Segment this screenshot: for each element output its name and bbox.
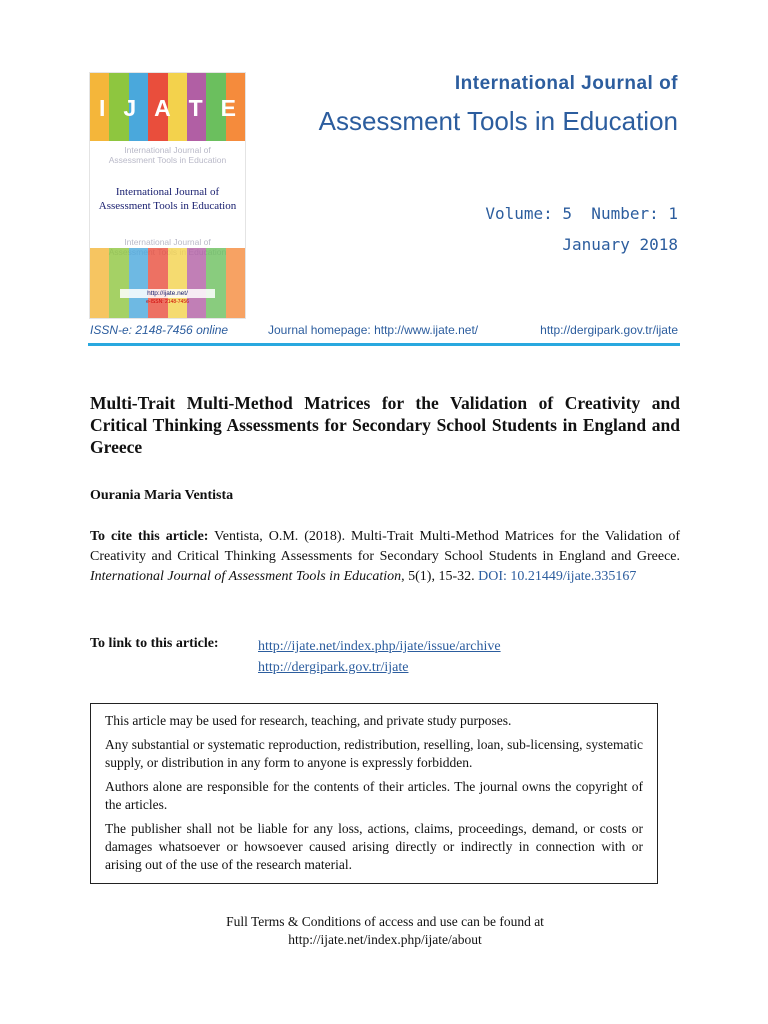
- cover-main-line: Assessment Tools in Education: [98, 200, 237, 212]
- usage-notice-box: [90, 703, 658, 884]
- cover-color-bar: [226, 248, 245, 318]
- logo-letter: J: [123, 95, 137, 121]
- article-title: Multi-Trait Multi-Method Matrices for the Validation of Creativity and Critical Thinking Assessments for Secondary School Students in England and Greece: [90, 393, 680, 457]
- cover-issn: e-ISSN: 2148-7456: [146, 299, 189, 305]
- terms-footer: [90, 913, 680, 949]
- cover-color-bar: [90, 248, 109, 318]
- logo-letter: A: [154, 95, 171, 121]
- cite-issue: , 5(1), 15-32.: [401, 569, 475, 584]
- cover-faint-line: International Journal of: [124, 145, 211, 155]
- terms-link[interactable]: http://ijate.net/index.php/ijate/about: [288, 932, 482, 947]
- dergipark-article-link[interactable]: http://dergipark.gov.tr/ijate: [258, 660, 409, 675]
- journal-cover: [90, 73, 245, 318]
- cover-color-bar: [168, 248, 187, 318]
- cover-faint-line: International Journal of: [124, 237, 211, 247]
- cover-color-bar: [206, 248, 225, 318]
- header-divider: [88, 343, 680, 346]
- archive-link[interactable]: http://ijate.net/index.php/ijate/issue/archive: [258, 639, 501, 654]
- journal-homepage-link[interactable]: Journal homepage: http://www.ijate.net/: [268, 323, 479, 337]
- notice-paragraph: Any substantial or systematic reproduction, redistribution, reselling, loan, sub-licensing, systematic supply, or distribution in any form to anyone is expressly forbidden.: [105, 737, 643, 770]
- cover-url: http://ijate.net/: [120, 289, 215, 298]
- issn-online: ISSN-e: 2148-7456 online: [90, 323, 229, 337]
- cover-color-bar: [109, 248, 128, 318]
- journal-name-line2: Assessment Tools in Education: [318, 106, 678, 136]
- cite-text: Ventista, O.M. (2018). Multi-Trait Multi-Method Matrices for the Validation of Creativity and Critical Thinking Assessments for Secondary School Students in England and Greece.: [90, 529, 680, 564]
- cover-faint-title-top: [94, 145, 241, 165]
- article-links: [258, 636, 501, 678]
- notice-paragraph: This article may be used for research, teaching, and private study purposes.: [105, 713, 512, 728]
- link-label: To link to this article:: [90, 636, 219, 651]
- article-author: Ourania Maria Ventista: [90, 488, 234, 503]
- journal-name-line1: International Journal of: [454, 73, 678, 94]
- logo-letter: I: [98, 95, 106, 121]
- notice-paragraph: The publisher shall not be liable for any loss, actions, claims, proceedings, demand, or costs or damages whatsoever or howsoever caused arising directly or indirectly in connection with or arising out of the use of the research material.: [105, 821, 643, 872]
- cover-main-title: [92, 185, 243, 213]
- logo-letter: E: [220, 95, 236, 121]
- dergipark-link[interactable]: http://dergipark.gov.tr/ijate: [540, 323, 678, 337]
- cite-journal: International Journal of Assessment Tools in Education: [90, 569, 402, 584]
- doi-link[interactable]: DOI: 10.21449/ijate.335167: [478, 569, 637, 584]
- volume-number: Volume: 5 Number: 1: [485, 204, 678, 223]
- cover-faint-line: Assessment Tools in Education: [108, 155, 227, 165]
- issue-date: January 2018: [562, 235, 678, 254]
- cover-main-line: International Journal of: [115, 186, 220, 198]
- citation-block: [90, 527, 680, 587]
- cite-label: To cite this article:: [90, 529, 209, 544]
- terms-text: Full Terms & Conditions of access and use can be found at: [226, 914, 544, 929]
- ijate-logo: [90, 95, 245, 125]
- notice-paragraph: Authors alone are responsible for the contents of their articles. The journal owns the copyright of the articles.: [105, 779, 643, 812]
- cover-color-bar: [129, 248, 148, 318]
- logo-letter: T: [188, 95, 203, 121]
- cover-color-bar: [187, 248, 206, 318]
- cover-color-bar: [148, 248, 167, 318]
- cover-bottom-bars: [90, 248, 245, 318]
